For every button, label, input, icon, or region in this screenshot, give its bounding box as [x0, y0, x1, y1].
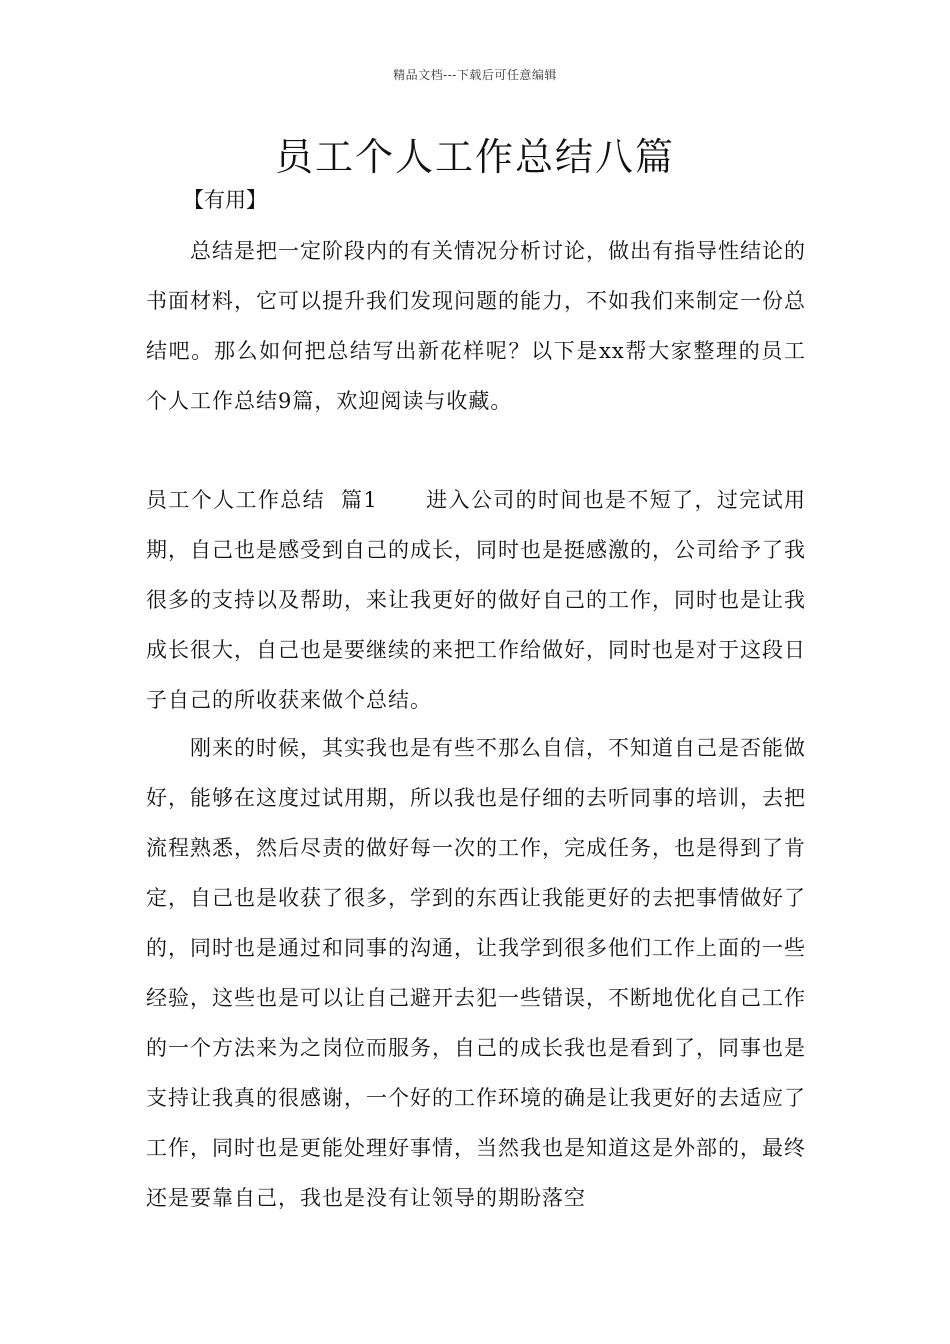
section-1-paragraph: [146, 475, 806, 725]
intro-paragraph: 总结是把一定阶段内的有关情况分析讨论，做出有指导性结论的书面材料，它可以提升我们发现问题的能力，不如我们来制定一份总结吧。那么如何把总结写出新花样呢？以下是xx帮大家整理的员工个人工作总结9篇，欢迎阅读与收藏。: [146, 239, 806, 413]
page-header: 精品文档---下载后可任意编辑: [393, 68, 557, 82]
body-paragraph-2: 刚来的时候，其实我也是有些不那么自信，不知道自己是否能做好，能够在这度过试用期，所以我也是仔细的去听同事的培训，去把流程熟悉，然后尽责的做好每一次的工作，完成任务，也是得到了肯定，自己也是收获了很多，学到的东西让我能更好的去把事情做好了的，同时也是通过和同事的沟通，让我学到很多他们工作上面的一些经验，这些也是可以让自己避开去犯一些错误，不断地优化自己工作的一个方法来为之岗位而服务，自己的成长我也是看到了，同事也是支持让我真的很感谢，一个好的工作环境的确是让我更好的去适应了工作，同时也是更能处理好事情，当然我也是知道这是外部的，最终还是要靠自己，我也是没有让领导的期盼落空: [146, 736, 806, 1210]
document-tag: 【有用】: [183, 188, 267, 212]
section-1-text: 进入公司的时间也是不短了，过完试用期，自己也是感受到自己的成长，同时也是挺感激的，公司给予了我很多的支持以及帮助，来让我更好的做好自己的工作，同时也是让我成长很大，自己也是要继续的来把工作给做好，同时也是对于这段日子自己的所收获来做个总结。: [146, 488, 806, 712]
section-1-label: 员工个人工作总结 篇1: [146, 488, 378, 512]
document-title: 员工个人工作总结八篇: [274, 135, 675, 179]
